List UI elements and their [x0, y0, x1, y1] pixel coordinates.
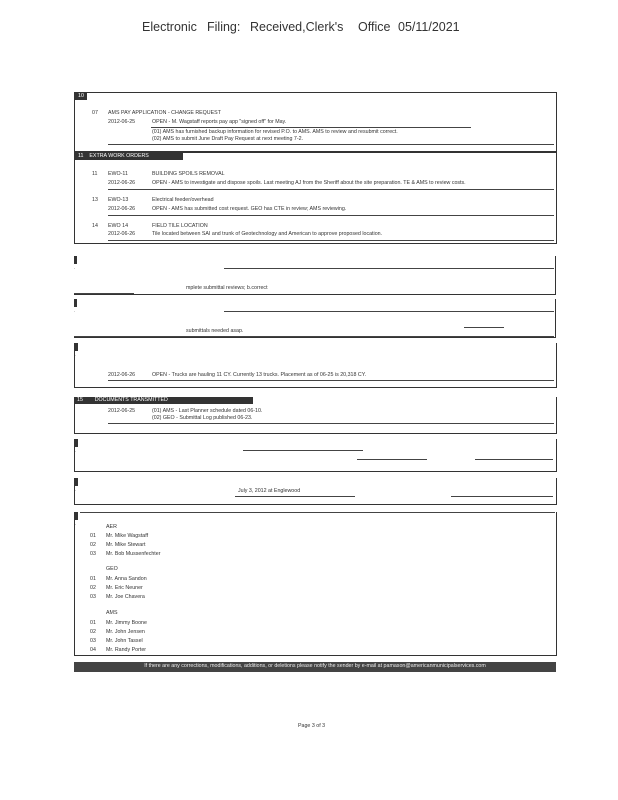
- ams-4-name: Mr. Randy Porter: [106, 647, 147, 653]
- section-10-item-num: 07: [92, 110, 98, 116]
- geo-3-name: Mr. Joe Chavera: [106, 594, 145, 600]
- section-17-tab: 17: [75, 478, 78, 486]
- section-13: [74, 299, 556, 338]
- clerk-filing-header: [0, 20, 618, 38]
- aer-1-num: 01: [90, 533, 96, 539]
- ewo-13-title: Electrical feeder/overhead: [152, 197, 214, 203]
- ewo-14-title: FIELD TILE LOCATION: [152, 223, 208, 229]
- ewo-11-date: 2012-06-26: [108, 180, 136, 186]
- section-10: [74, 92, 557, 152]
- section-15-date: 2012-06-25: [108, 408, 136, 414]
- ewo-13-text: OPEN - AMS has submitted cost request. GEO has CTE in review; AMS reviewing.: [152, 206, 347, 212]
- page-number: Page 3 of 3: [298, 723, 326, 729]
- ewo-11-num: 11: [92, 171, 98, 177]
- section-14-tab: 14: [75, 343, 78, 351]
- section-10-title: AMS PAY APPLICATION - CHANGE REQUEST: [108, 110, 221, 116]
- ewo-11-code: EWO-11: [108, 171, 128, 177]
- header-electronic: Electronic: [142, 20, 197, 34]
- section-16: [74, 439, 557, 472]
- section-12-text: mplete submittal reviews; b.correct: [186, 285, 268, 291]
- group-ams-name: AMS: [106, 610, 118, 616]
- geo-2-num: 02: [90, 585, 96, 591]
- ams-3-num: 03: [90, 638, 96, 644]
- section-16-tab: 16: [75, 439, 78, 447]
- section-13-text: submittals needed asap.: [186, 328, 244, 334]
- section-10-note-1: (01) AMS has furnished backup information for revised P.O. to AMS. AMS to review and resubmit correct.: [152, 129, 398, 135]
- geo-1-name: Mr. Anna Sandon: [106, 576, 147, 582]
- ewo-14-code: EWO 14: [108, 223, 129, 229]
- ams-4-num: 04: [90, 647, 96, 653]
- section-18-tab: 18: [75, 512, 78, 520]
- header-office: Office: [358, 20, 391, 34]
- ewo-14-text: Tile located between SAI and trunk of Geotechnology and American to approve proposed location.: [152, 231, 383, 237]
- geo-2-name: Mr. Eric Neuner: [106, 585, 143, 591]
- section-14: [74, 343, 557, 388]
- geo-3-num: 03: [90, 594, 96, 600]
- section-12-tab: 12: [74, 256, 77, 264]
- aer-1-name: Mr. Mike Wagstaff: [106, 533, 149, 539]
- ewo-13-code: EWO-13: [108, 197, 129, 203]
- section-15: [74, 397, 557, 434]
- section-14-date: 2012-06-26: [108, 372, 136, 378]
- aer-2-num: 02: [90, 542, 96, 548]
- section-17: [74, 478, 557, 505]
- ams-3-name: Mr. John Tassel: [106, 638, 143, 644]
- section-15-line-1: (01) AMS - Last Planner schedule dated 06-10.: [152, 408, 263, 414]
- section-10-status: OPEN - M. Wagstaff reports pay app "signed off" for May.: [152, 119, 287, 125]
- ams-2-name: Mr. John Jensen: [106, 629, 145, 635]
- section-15-title: DOCUMENTS TRANSMITTED: [94, 397, 168, 403]
- corrections-notice-bar: If there are any corrections, modifications, additions, or deletions please notify the sender by e-mail at pamason@americanmunicipalservices.com: [74, 662, 556, 672]
- aer-3-num: 03: [90, 551, 96, 557]
- ams-1-num: 01: [90, 620, 96, 626]
- section-18: [74, 512, 557, 656]
- aer-2-name: Mr. Mike Stewart: [106, 542, 146, 548]
- ewo-14-num: 14: [92, 223, 98, 229]
- section-11: [74, 152, 557, 244]
- ewo-11-text: OPEN - AMS to investigate and dispose spoils. Last meeting AJ from the Sheriff about the site preparation. TE & AMS to review costs.: [152, 180, 466, 186]
- section-10-note-2: (02) AMS to submit June Draft Pay Request at next meeting 7-2.: [152, 136, 304, 142]
- section-15-tab: 15: [77, 397, 83, 403]
- section-11-title: EXTRA WORK ORDERS: [89, 153, 149, 159]
- section-15-header-bar: [74, 397, 253, 404]
- section-14-text: OPEN - Trucks are hauling 11 CY. Currently 13 trucks. Placement as of 06-25 is 20,318 CY.: [152, 372, 367, 378]
- geo-1-num: 01: [90, 576, 96, 582]
- ewo-11-title: BUILDING SPOILS REMOVAL: [152, 171, 225, 177]
- ewo-13-date: 2012-06-26: [108, 206, 136, 212]
- section-13-tab: 13: [74, 299, 77, 307]
- ams-1-name: Mr. Jimmy Boone: [106, 620, 147, 626]
- aer-3-name: Mr. Bob Mussenfechter: [106, 551, 161, 557]
- header-filing: Filing:: [207, 20, 241, 34]
- header-received: Received,Clerk's: [250, 20, 344, 34]
- group-geo-name: GEO: [106, 566, 118, 572]
- ams-2-num: 02: [90, 629, 96, 635]
- section-10-date: 2012-06-25: [108, 119, 136, 125]
- section-15-line-2: (02) GEO - Submittal Log published 06-23.: [152, 415, 253, 421]
- section-11-tab: 11: [78, 153, 84, 159]
- section-12: [74, 256, 556, 295]
- ewo-14-date: 2012-06-26: [108, 231, 136, 237]
- ewo-13-num: 13: [92, 197, 98, 203]
- section-11-header-bar: [75, 153, 183, 160]
- header-date: 05/11/2021: [398, 20, 460, 34]
- group-aer-name: AER: [106, 524, 117, 530]
- section-17-text: July 3, 2012 at Englewood: [238, 488, 301, 494]
- section-10-tab: 10: [75, 93, 87, 100]
